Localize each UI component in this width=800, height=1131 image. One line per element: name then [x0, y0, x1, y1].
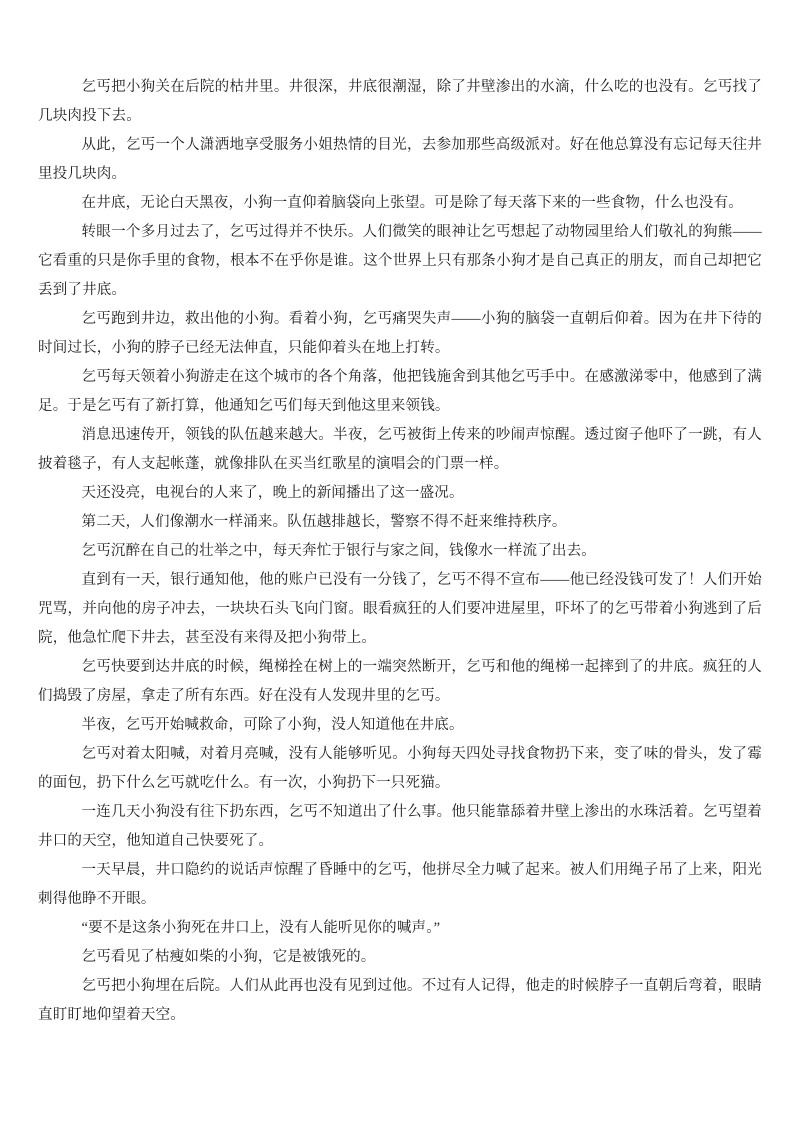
paragraph-quote: “要不是这条小狗死在井口上，没有人能听见你的喊声。” [81, 920, 441, 936]
paragraph: 一连几天小狗没有往下扔东西，乞丐不知道出了什么事。他只能靠舔着井壁上渗出的水珠活着。乞丐望着井口的天空，他知道自己快要死了。 [38, 804, 762, 849]
paragraph: 乞丐每天领着小狗游走在这个城市的各个角落，他把钱施舍到其他乞丐手中。在感激涕零中，他感到了满足。于是乞丐有了新打算，他通知乞丐们每天到他这里来领钱。 [38, 369, 762, 414]
paragraph: 乞丐把小狗关在后院的枯井里。井很深，井底很潮湿，除了井壁渗出的水滴，什么吃的也没有。乞丐找了几块肉投下去。 [38, 79, 762, 124]
paragraph: 乞丐快要到达井底的时候，绳梯拴在树上的一端突然断开，乞丐和他的绳梯一起摔到了的井底。疯狂的人们捣毁了房屋，拿走了所有东西。好在没有人发现井里的乞丐。 [38, 659, 762, 704]
paragraph: 转眼一个多月过去了，乞丐过得并不快乐。人们微笑的眼神让乞丐想起了动物园里给人们敬礼的狗熊——它看重的只是你手里的食物，根本不在乎你是谁。这个世界上只有那条小狗才是自己真正的朋友，而自己却把它丢到了井底。 [38, 224, 762, 298]
paragraph: 乞丐沉醉在自己的壮举之中，每天奔忙于银行与家之间，钱像水一样流了出去。 [81, 543, 596, 559]
paragraph: 第二天，人们像潮水一样涌来。队伍越排越长，警察不得不赶来维持秩序。 [81, 514, 567, 530]
paragraph: 直到有一天，银行通知他，他的账户已没有一分钱了，乞丐不得不宣布——他已经没钱可发了！人们开始咒骂，并向他的房子冲去，一块块石头飞向门窗。眼看疯狂的人们要冲进屋里，吓坏了的乞丐带着小狗逃到了后院，他急忙爬下井去，甚至没有来得及把小狗带上。 [38, 572, 762, 646]
paragraph: 消息迅速传开，领钱的队伍越来越大。半夜，乞丐被街上传来的吵闹声惊醒。透过窗子他吓了一跳，有人披着毯子，有人支起帐蓬，就像排队在买当红歌星的演唱会的门票一样。 [38, 427, 762, 472]
paragraph: 一天早晨，井口隐约的说话声惊醒了昏睡中的乞丐，他拼尽全力喊了起来。被人们用绳子吊了上来，阳光刺得他睁不开眼。 [38, 862, 762, 907]
paragraph: 在井底，无论白天黑夜，小狗一直仰着脑袋向上张望。可是除了每天落下来的一些食物，什么也没有。 [81, 195, 743, 211]
document-body [38, 73, 762, 1030]
paragraph: 乞丐看见了枯瘦如柴的小狗，它是被饿死的。 [81, 949, 376, 965]
paragraph: 乞丐对着太阳喊，对着月亮喊，没有人能够听见。小狗每天四处寻找食物扔下来，变了味的骨头，发了霉的面包，扔下什么乞丐就吃什么。有一次，小狗扔下一只死猫。 [38, 746, 762, 791]
paragraph: 半夜，乞丐开始喊救命，可除了小狗，没人知道他在井底。 [81, 717, 464, 733]
paragraph: 从此，乞丐一个人潇洒地享受服务小姐热情的目光，去参加那些高级派对。好在他总算没有忘记每天往井里投几块肉。 [38, 137, 762, 182]
paragraph: 天还没亮，电视台的人来了，晚上的新闻播出了这一盛况。 [81, 485, 464, 501]
paragraph: 乞丐跑到井边，救出他的小狗。看着小狗，乞丐痛哭失声——小狗的脑袋一直朝后仰着。因为在井下待的时间过长，小狗的脖子已经无法伸直，只能仰着头在地上打转。 [38, 311, 762, 356]
paragraph: 乞丐把小狗埋在后院。人们从此再也没有见到过他。不过有人记得，他走的时候脖子一直朝后弯着，眼睛直盯盯地仰望着天空。 [38, 978, 762, 1023]
